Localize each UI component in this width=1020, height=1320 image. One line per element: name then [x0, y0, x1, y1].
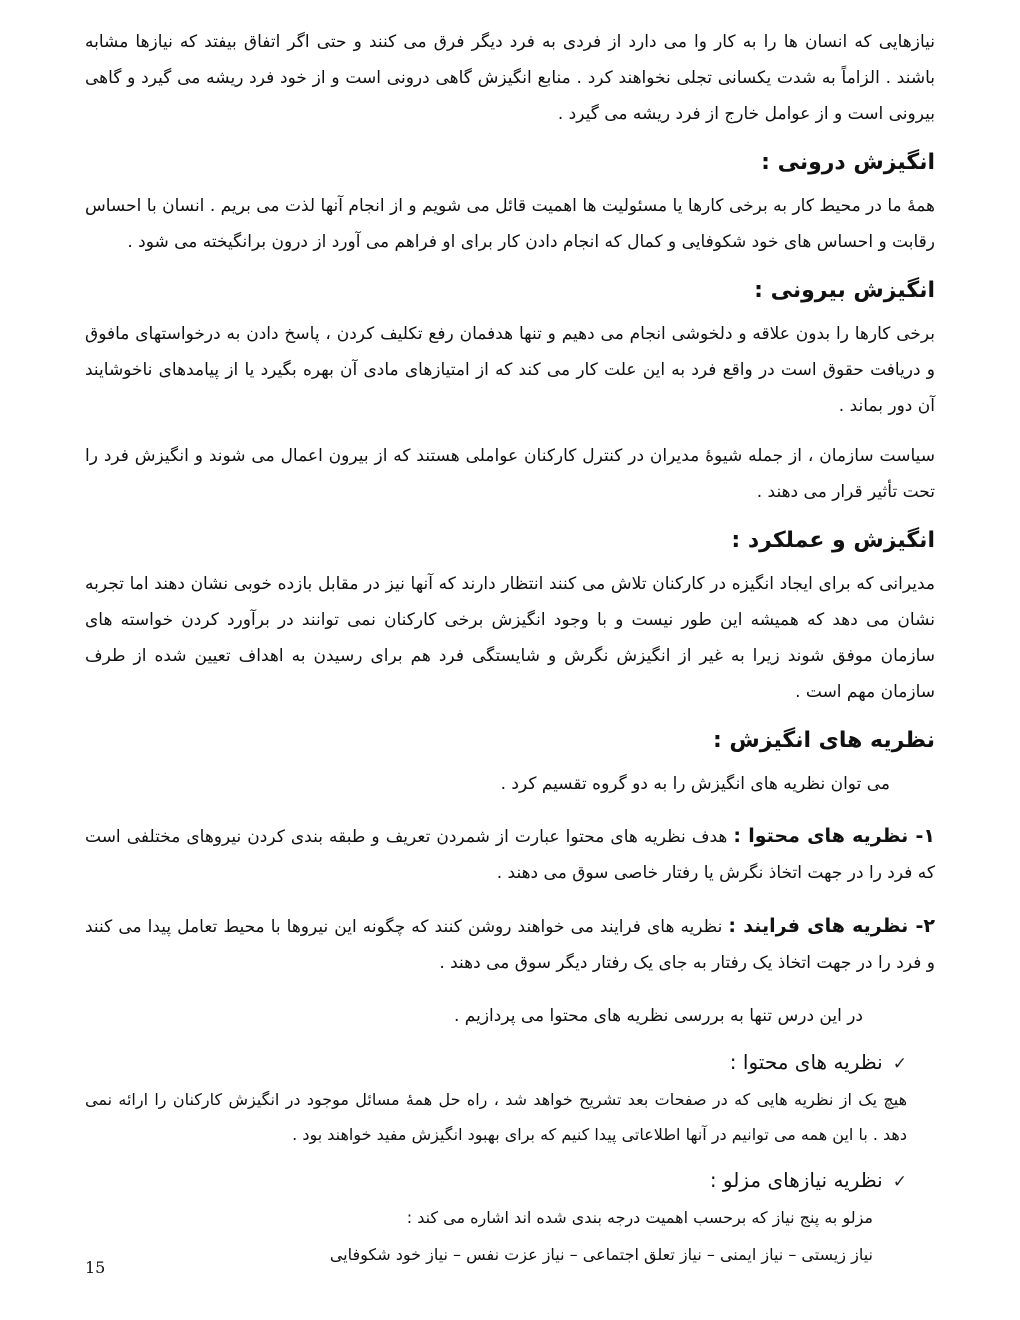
item-content-theories-text: هدف نظریه های محتوا عبارت از شمردن تعریف و طبقه بندی کردن نیروهای مختلفی است که فرد را در جهت اتخاذ نگرش یا رفتار خاصی سوق می دهند . — [85, 827, 935, 883]
paragraph-organization-policy: سیاست سازمان ، از جمله شیوهٔ مدیران در کنترل کارکنان عواملی هستند که از بیرون اعمال می شوند و انگیزش فرد را تحت تأثیر قرار می دهند . — [85, 446, 935, 502]
bullet-maslow-needs-label: نظریه نیازهای مزلو : — [709, 1168, 883, 1192]
line-maslow-needs-list: نیاز زیستی – نیاز ایمنی – نیاز تعلق اجتماعی – نیاز عزت نفس – نیاز خود شکوفایی — [329, 1245, 873, 1264]
line-maslow-intro: مزلو به پنج نیاز که برحسب اهمیت درجه بندی شده اند اشاره می کند : — [406, 1208, 873, 1227]
item-content-theories — [85, 818, 935, 891]
paragraph-motivation-performance: مدیرانی که برای ایجاد انگیزه در کارکنان تلاش می کنند انتظار دارند که آنها نیز در مقابل بازده خوبی نشان دهند اما تجربه نشان می دهد که همیشه این طور نیست و با وجود انگیزش برخی کارکنان نمی توانند در برآورد کردن خواسته های سازمان موفق شوند زیرا به غیر از انگیزش نگرش و شایستگی فرد هم برای رسیدن به اهداف تعیین شده از طرف سازمان مهم است . — [85, 574, 935, 702]
bullet-content-theories — [85, 1046, 907, 1080]
heading-extrinsic-motivation: انگیزش بیرونی : — [754, 278, 935, 303]
line-only-content-theories: در این درس تنها به بررسی نظریه های محتوا می پردازیم . — [453, 1006, 863, 1026]
item-process-theories — [85, 908, 935, 981]
item-process-theories-text: نظریه های فرایند می خواهند روشن کنند که چگونه این نیروها با محیط تعامل پیدا می کنند و فرد را در جهت اتخاذ یک رفتار به جای یک رفتار دیگر سوق می دهند . — [85, 917, 935, 973]
checkmark-icon: ✓ — [892, 1172, 907, 1192]
bullet-maslow-needs — [85, 1164, 907, 1198]
heading-motivation-theories: نظریه های انگیزش : — [712, 728, 935, 753]
paragraph-extrinsic-motivation: برخی کارها را بدون علاقه و دلخوشی انجام می دهیم و تنها هدفمان رفع تکلیف کردن ، پاسخ دادن به درخواستهای مافوق و دریافت حقوق است در واقع فرد به این علت کار می کند که از امتیازهای مادی آن بهره بگیرد یا از پیامدهای ناخوشایند آن دور بماند . — [85, 324, 935, 416]
page-number: 15 — [85, 1258, 106, 1277]
checkmark-icon: ✓ — [892, 1054, 907, 1074]
paragraph-needs-vary: نیازهایی که انسان ها را به کار وا می دارد از فردی به فرد دیگر فرق می کنند و حتی اگر اتفاق بیفتد که نیازها مشابه باشند . الزاماً به شدت یکسانی تجلی نخواهند کرد . منابع انگیزش گاهی درونی است و از خود فرد ریشه می گیرد و گاهی بیرونی است و از عوامل خارج از فرد ریشه می گیرد . — [85, 32, 935, 124]
paragraph-intrinsic-motivation: همهٔ ما در محیط کار به برخی کارها یا مسئولیت ها اهمیت قائل می شویم و از انجام آنها لذت می بریم . انسان با احساس رقابت و احساس های خود شکوفایی و کمال که انجام دادن کار برای او فراهم می آورد از درون برانگیخته می شود . — [85, 196, 935, 252]
line-two-groups: می توان نظریه های انگیزش را به دو گروه تقسیم کرد . — [500, 774, 890, 794]
item-process-theories-label: ۲- نظریه های فرایند : — [728, 915, 936, 937]
bullet-content-theories-label: نظریه های محتوا : — [729, 1050, 883, 1074]
item-content-theories-label: ۱- نظریه های محتوا : — [733, 825, 935, 847]
heading-motivation-performance: انگیزش و عملکرد : — [731, 528, 935, 553]
paragraph-no-single-theory: هیچ یک از نظریه هایی که در صفحات بعد تشریح خواهد شد ، راه حل همهٔ مسائل موجود در انگیزش کارکنان را ارائه نمی دهد . با این همه می توانیم در آنها اطلاعاتی پیدا کنیم که برای بهبود انگیزش مفید خواهند بود . — [85, 1090, 907, 1144]
heading-intrinsic-motivation: انگیزش درونی : — [761, 150, 935, 175]
